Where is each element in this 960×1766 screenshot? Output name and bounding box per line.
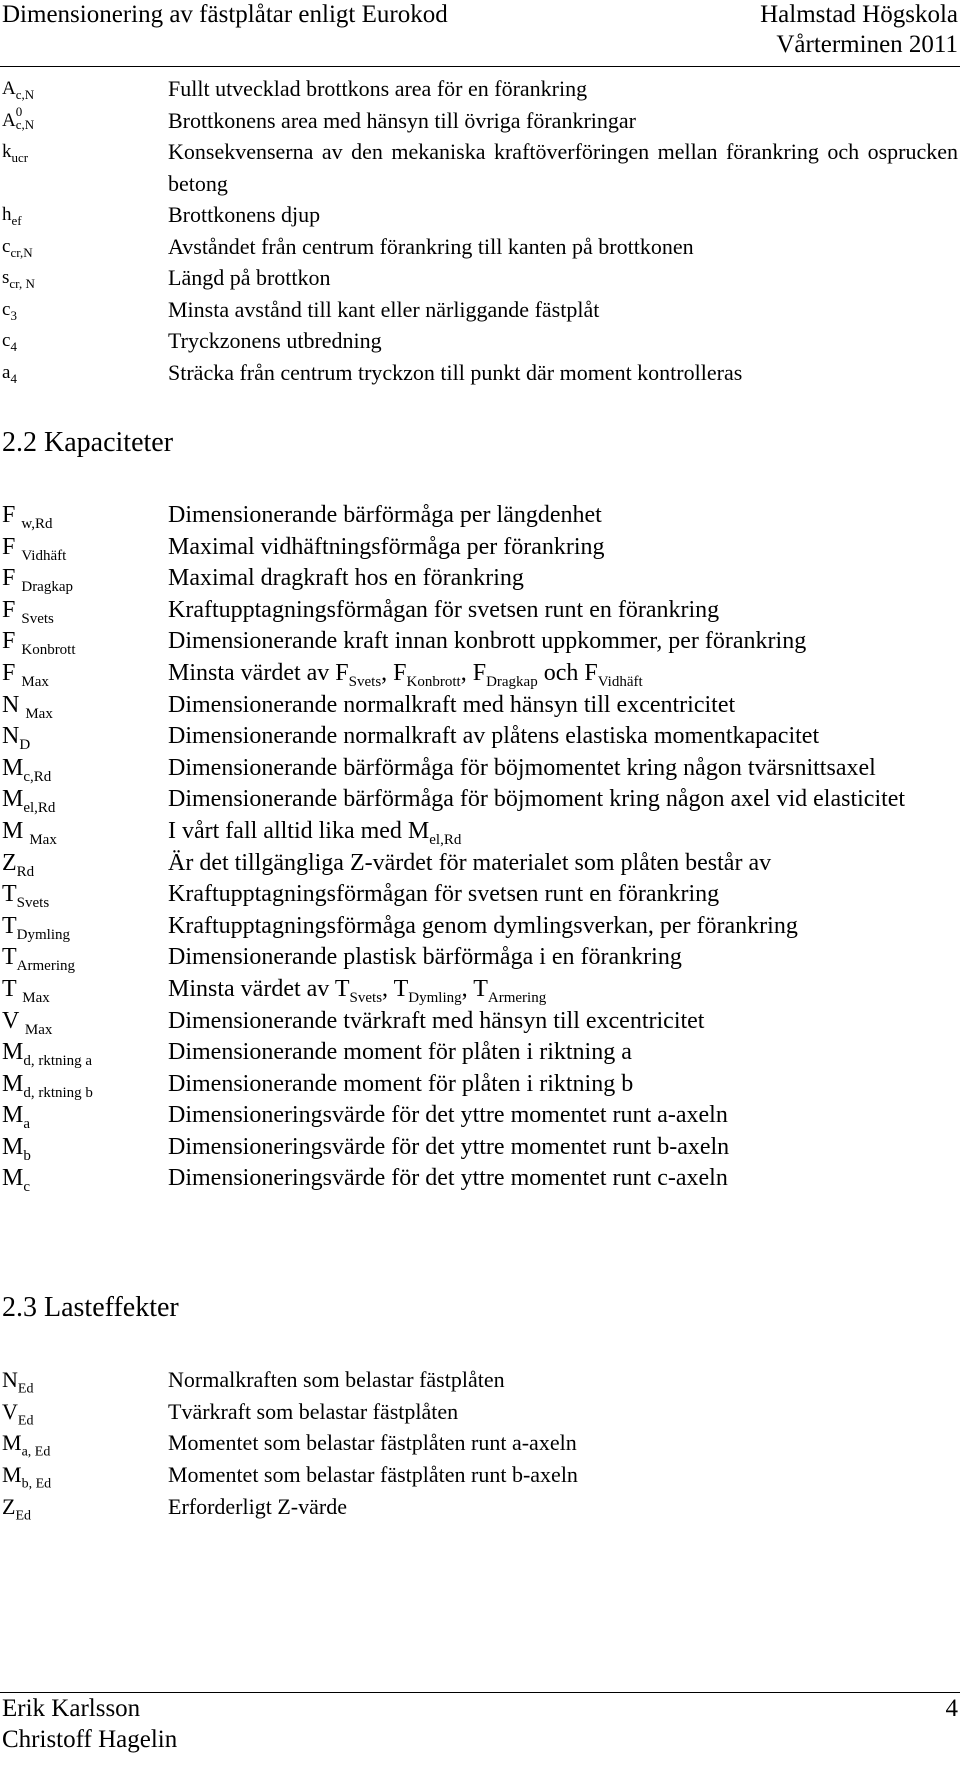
definition: Dimensionerande tvärkraft med hänsyn till excentricitet [168, 1007, 705, 1034]
symbol-list-capacities [0, 500, 960, 1195]
definition-row [0, 690, 960, 722]
symbol: $M_{c,Rd}$ [2, 754, 52, 785]
symbol: M $_{Max}$ [2, 817, 57, 848]
symbol: F $_{Dragkap}$ [2, 565, 74, 595]
definition-row [0, 357, 960, 389]
symbol: V $_{Max}$ [2, 1007, 53, 1038]
definition-row [0, 784, 960, 816]
symbol: F $_{w,Rd}$ [2, 502, 53, 532]
definition: Maximal dragkraft hos en förankring [168, 565, 524, 592]
definition-row [0, 1163, 960, 1195]
header-rule [0, 66, 960, 67]
definition: Dimensionerande bärförmåga för böjmoment kring någon axel vid elasticitet [168, 786, 906, 813]
document-title: Dimensionering av fästplåtar enligt Eurokod [2, 1, 448, 28]
definition-row [0, 848, 960, 880]
definition-row [0, 1100, 960, 1132]
definition: Dimensionerande bärförmåga för böjmomentet kring någon tvärsnittsaxel [168, 754, 876, 781]
definition: Normalkraften som belastar fästplåten [168, 1367, 505, 1392]
definition-row [0, 294, 960, 326]
definition: Kraftupptagningsförmågan för svetsen runt en förankring [168, 596, 720, 623]
symbol: F $_{Vidhäft}$ [2, 533, 67, 564]
definition: Tvärkraft som belastar fästplåten [168, 1398, 459, 1424]
definition: Är det tillgängliga Z-värdet för materialet som plåten består av [168, 849, 772, 876]
symbol: $M_{a, Ed}$ [2, 1430, 51, 1460]
symbol: $M_{d, rktning a}$ [2, 1039, 93, 1069]
definition-row [0, 231, 960, 263]
definition: Brottkonens djup [168, 202, 321, 227]
definition: Dimensioneringsvärde för det yttre momentet runt b-axeln [168, 1133, 730, 1160]
definition: Dimensionerande kraft innan konbrott uppkommer, per förankring [168, 628, 807, 655]
symbol: $M_{el,Rd}$ [2, 786, 56, 817]
definition-row [0, 911, 960, 943]
definition: Dimensionerande bärförmåga per längdenhet [168, 502, 602, 528]
definition: Dimensionerande moment för plåten i riktning b [168, 1070, 634, 1097]
definition: Längd på brottkon [168, 265, 331, 290]
definition: Kraftupptagningsförmågan för svetsen runt en förankring [168, 881, 720, 908]
definition-row [0, 879, 960, 911]
definition-row [0, 1396, 960, 1428]
definition: Momentet som belastar fästplåten runt a-axeln [168, 1430, 577, 1456]
definition-row [0, 1037, 960, 1069]
symbol: $c_{cr,N}$ [2, 235, 33, 260]
definition-row [0, 262, 960, 294]
definition-row [0, 1459, 960, 1491]
author-name: Christoff Hagelin [2, 1726, 178, 1753]
symbol: $M_{d, rktning b}$ [2, 1070, 93, 1101]
symbol: F $_{Svets}$ [2, 596, 54, 627]
definition-row [0, 532, 960, 564]
symbol: $k_{ucr}$ [2, 141, 29, 165]
symbol: $M_{b, Ed}$ [2, 1462, 52, 1492]
symbol: $N_D$ [2, 723, 31, 753]
term: Vårterminen 2011 [776, 31, 958, 58]
definition-row [0, 136, 960, 199]
definition-row [0, 626, 960, 658]
definition: Dimensionerande normalkraft av plåtens elastiska momentkapacitet [168, 723, 820, 750]
definition-row [0, 500, 960, 532]
author-name: Erik Karlsson [2, 1695, 141, 1722]
definition-row [0, 816, 960, 848]
symbol: F $_{Max}$ [2, 659, 49, 690]
definition-row [0, 73, 960, 105]
authors [2, 1693, 177, 1755]
definition: Dimensioneringsvärde för det yttre momentet runt c-axeln [168, 1165, 728, 1192]
definition: Kraftupptagningsförmåga genom dymlingsverkan, per förankring [168, 912, 798, 939]
definition-row [0, 1364, 960, 1396]
definition: Maximal vidhäftningsförmåga per förankring [168, 533, 605, 560]
definition: Dimensionerande moment för plåten i riktning a [168, 1039, 632, 1066]
symbol: $V_{Ed}$ [2, 1398, 34, 1429]
definition-row [0, 1491, 960, 1523]
symbol: $M_c$ [2, 1165, 31, 1196]
definition-row [0, 721, 960, 753]
definition: I vårt fall alltid lika med $M_{el,Rd}$ [168, 817, 462, 848]
symbol: N $_{Max}$ [2, 691, 53, 722]
symbol: $h_{ef}$ [2, 204, 22, 228]
definition: Dimensioneringsvärde för det yttre momentet runt a-axeln [168, 1102, 728, 1129]
symbol: T $_{Max}$ [2, 975, 50, 1006]
definition-row [0, 942, 960, 974]
definition: Minsta värdet av $F_{Svets}$, $F_{Konbrott}$, $F_{Dragkap}$ och $F_{Vidhäft}$ [168, 659, 643, 690]
symbol: $s_{cr, N}$ [2, 267, 35, 291]
definition-row [0, 105, 960, 137]
section-heading-kapaciteter: 2.2 Kapaciteter [2, 427, 174, 458]
symbol: $c_3$ [2, 298, 17, 323]
definition: Erforderligt Z-värde [168, 1493, 347, 1519]
definition: Momentet som belastar fästplåten runt b-axeln [168, 1462, 578, 1488]
institution-block [760, 0, 958, 60]
definition: Minsta avstånd till kant eller närliggande fästplåt [168, 296, 600, 322]
definition-row [0, 1069, 960, 1101]
definition-row [0, 1427, 960, 1459]
symbol-list-anchorage [0, 73, 960, 388]
symbol: $c_4$ [2, 330, 17, 354]
symbol: $T_{Armering}$ [2, 944, 75, 975]
definition-row [0, 199, 960, 231]
definition-row [0, 753, 960, 785]
definition-row [0, 974, 960, 1006]
symbol: $M_b$ [2, 1133, 31, 1164]
symbol: $a_4$ [2, 361, 17, 386]
definition-row [0, 1132, 960, 1164]
definition: Minsta värdet av $T_{Svets}$, $T_{Dymling}$, $T_{Armering}$ [168, 975, 547, 1006]
definition-row [0, 658, 960, 690]
symbol: F $_{Konbrott}$ [2, 628, 76, 659]
institution-name: Halmstad Högskola [760, 1, 958, 28]
definition: Brottkonens area med hänsyn till övriga förankringar [168, 107, 636, 133]
symbol: $T_{Svets}$ [2, 881, 50, 911]
definition: Fullt utvecklad brottkons area för en förankring [168, 76, 588, 101]
symbol: $A_{c,N}$ [2, 78, 35, 102]
symbol: $M_a$ [2, 1102, 31, 1133]
definition-row [0, 325, 960, 357]
definition: Avståndet från centrum förankring till kanten på brottkonen [168, 233, 694, 259]
definition: Konsekvenserna av den mekaniska kraftöverföringen mellan förankring och osprucken betong [168, 139, 958, 196]
definition-row [0, 595, 960, 627]
page-header [0, 0, 960, 66]
symbol: $N_{Ed}$ [2, 1367, 34, 1397]
page-number: 4 [945, 1695, 958, 1722]
symbol: $Z_{Ed}$ [2, 1493, 32, 1524]
definition-row [0, 563, 960, 595]
definition: Sträcka från centrum tryckzon till punkt där moment kontrolleras [168, 359, 743, 385]
definition-row [0, 1006, 960, 1038]
definition: Dimensionerande plastisk bärförmåga i en förankring [168, 944, 682, 971]
definition: Dimensionerande normalkraft med hänsyn till excentricitet [168, 691, 736, 718]
section-heading-lasteffekter: 2.3 Lasteffekter [2, 1292, 179, 1323]
symbol: $Z_{Rd}$ [2, 849, 35, 880]
symbol: A 0 c,N [2, 104, 35, 133]
symbol: $T_{Dymling}$ [2, 912, 71, 943]
symbol-list-load-effects [0, 1364, 960, 1523]
definition: Tryckzonens utbredning [168, 328, 382, 353]
